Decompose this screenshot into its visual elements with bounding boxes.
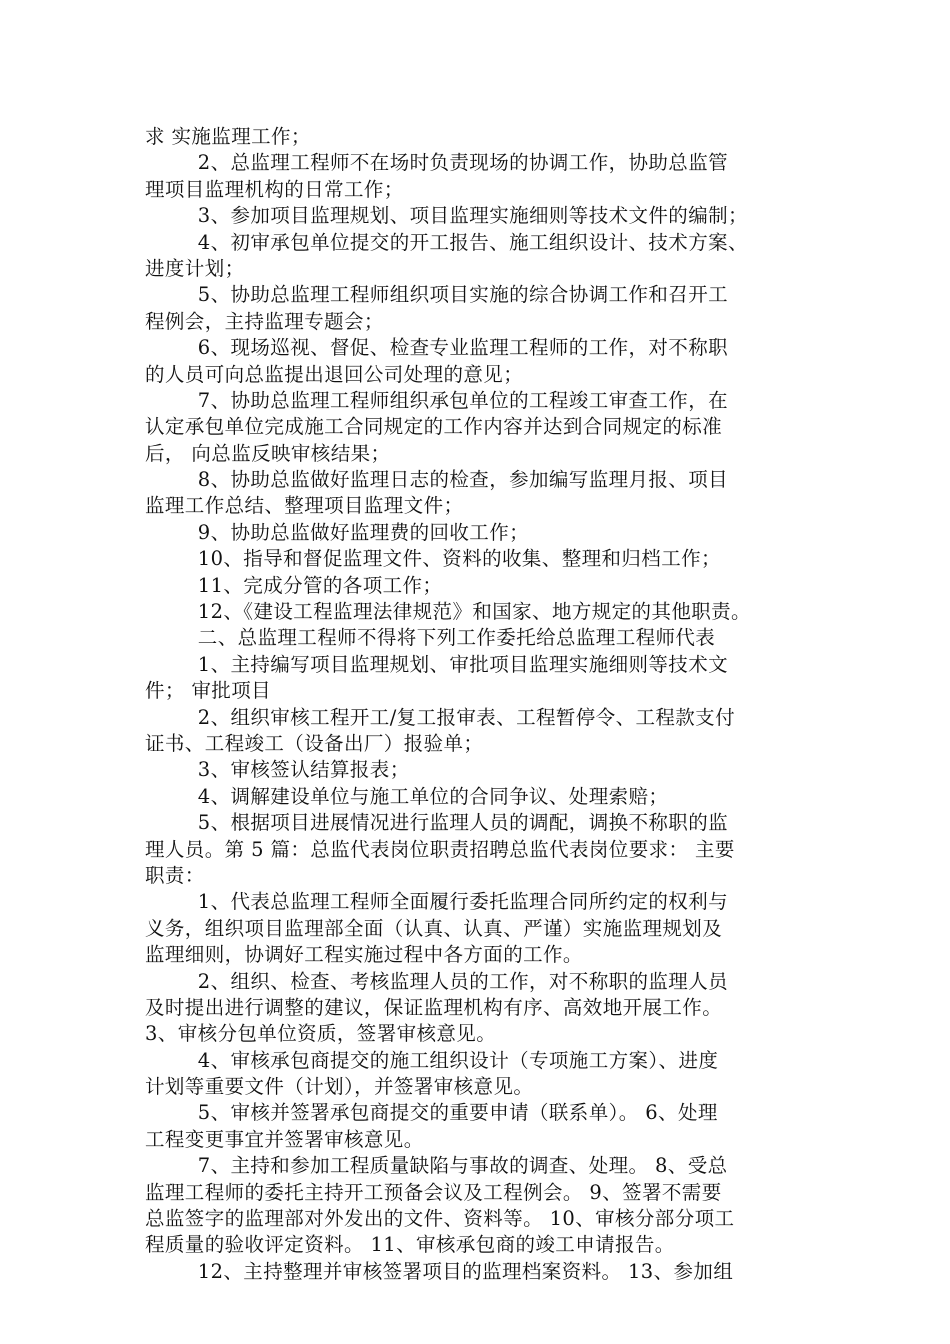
text-line: 工程变更事宜并签署审核意见。 <box>145 1127 424 1151</box>
text-line: 4、审核承包商提交的施工组织设计（专项施工方案）、进度 <box>145 1048 719 1072</box>
text-line: 理人员。第 5 篇：总监代表岗位职责招聘总监代表岗位要求： 主要 <box>145 837 735 861</box>
text-line: 求 实施监理工作； <box>145 125 311 148</box>
text-line: 2、总监理工程师不在场时负责现场的协调工作，协助总监管 <box>145 151 728 175</box>
text-line: 2、组织、检查、考核监理人员的工作，对不称职的监理人员 <box>145 969 728 993</box>
text-line: 程例会，主持监理专题会； <box>145 309 384 333</box>
text-line: 职责： <box>145 863 205 887</box>
text-line: 3、参加项目监理规划、项目监理实施细则等技术文件的编制； <box>145 204 748 228</box>
text-line: 3、审核签认结算报表； <box>145 758 410 782</box>
text-line: 4、初审承包单位提交的开工报告、施工组织设计、技术方案、 <box>145 230 748 254</box>
text-line: 程质量的验收评定资料。 11、审核承包商的竣工申请报告。 <box>145 1233 675 1257</box>
text-line: 8、协助总监做好监理日志的检查，参加编写监理月报、项目 <box>145 468 728 492</box>
text-line: 4、调解建设单位与施工单位的合同争议、处理索赔； <box>145 784 669 808</box>
text-line: 11、完成分管的各项工作； <box>145 573 443 597</box>
document-body <box>145 124 813 1285</box>
text-line: 及时提出进行调整的建议，保证监理机构有序、高效地开展工作。 <box>145 995 723 1019</box>
text-line: 5、根据项目进展情况进行监理人员的调配，调换不称职的监 <box>145 811 728 835</box>
text-line: 5、协助总监理工程师组织项目实施的综合协调工作和召开工 <box>145 283 728 307</box>
text-line: 证书、工程竣工（设备出厂）报验单； <box>145 731 484 755</box>
text-line: 3、审核分包单位资质，签署审核意见。 <box>145 1022 497 1046</box>
text-line: 义务，组织项目监理部全面（认真、认真、严谨）实施监理规划及 <box>145 916 723 940</box>
text-line: 的人员可向总监提出退回公司处理的意见； <box>145 362 524 386</box>
text-line: 监理工作总结、整理项目监理文件； <box>145 494 464 518</box>
text-line: 认定承包单位完成施工合同规定的工作内容并达到合同规定的标准 <box>145 415 723 439</box>
text-line: 12、《建设工程监理法律规范》和国家、地方规定的其他职责。 <box>145 600 751 624</box>
text-line: 进度计划； <box>145 256 245 280</box>
text-line: 7、主持和参加工程质量缺陷与事故的调查、处理。 8、受总 <box>145 1154 728 1178</box>
text-line: 总监签字的监理部对外发出的文件、资料等。 10、审核分部分项工 <box>145 1207 735 1231</box>
text-line: 1、主持编写项目监理规划、审批项目监理实施细则等技术文 <box>145 652 728 676</box>
text-line: 2、组织审核工程开工/复工报审表、工程暂停令、工程款支付 <box>145 705 735 729</box>
text-line: 6、现场巡视、督促、检查专业监理工程师的工作，对不称职 <box>145 336 728 360</box>
text-line: 5、审核并签署承包商提交的重要申请（联系单）。 6、处理 <box>145 1101 718 1125</box>
text-line: 件； 审批项目 <box>145 679 271 703</box>
text-line: 10、指导和督促监理文件、资料的收集、整理和归档工作； <box>145 547 721 571</box>
text-line: 理项目监理机构的日常工作； <box>145 177 404 201</box>
text-line: 监理细则，协调好工程实施过程中各方面的工作。 <box>145 943 583 967</box>
text-line: 1、代表总监理工程师全面履行委托监理合同所约定的权利与 <box>145 890 728 914</box>
text-line: 9、协助总监做好监理费的回收工作； <box>145 520 529 544</box>
text-line: 7、协助总监理工程师组织承包单位的工程竣工审查工作，在 <box>145 388 728 412</box>
text-line: 监理工程师的委托主持开工预备会议及工程例会。 9、签署不需要 <box>145 1180 722 1204</box>
text-line: 计划等重要文件（计划），并签署审核意见。 <box>145 1075 534 1099</box>
text-line: 12、主持整理并审核签署项目的监理档案资料。 13、参加组 <box>145 1259 734 1283</box>
text-line: 后， 向总监反映审核结果； <box>145 441 391 465</box>
text-line: 二、总监理工程师不得将下列工作委托给总监理工程师代表 <box>145 626 716 650</box>
